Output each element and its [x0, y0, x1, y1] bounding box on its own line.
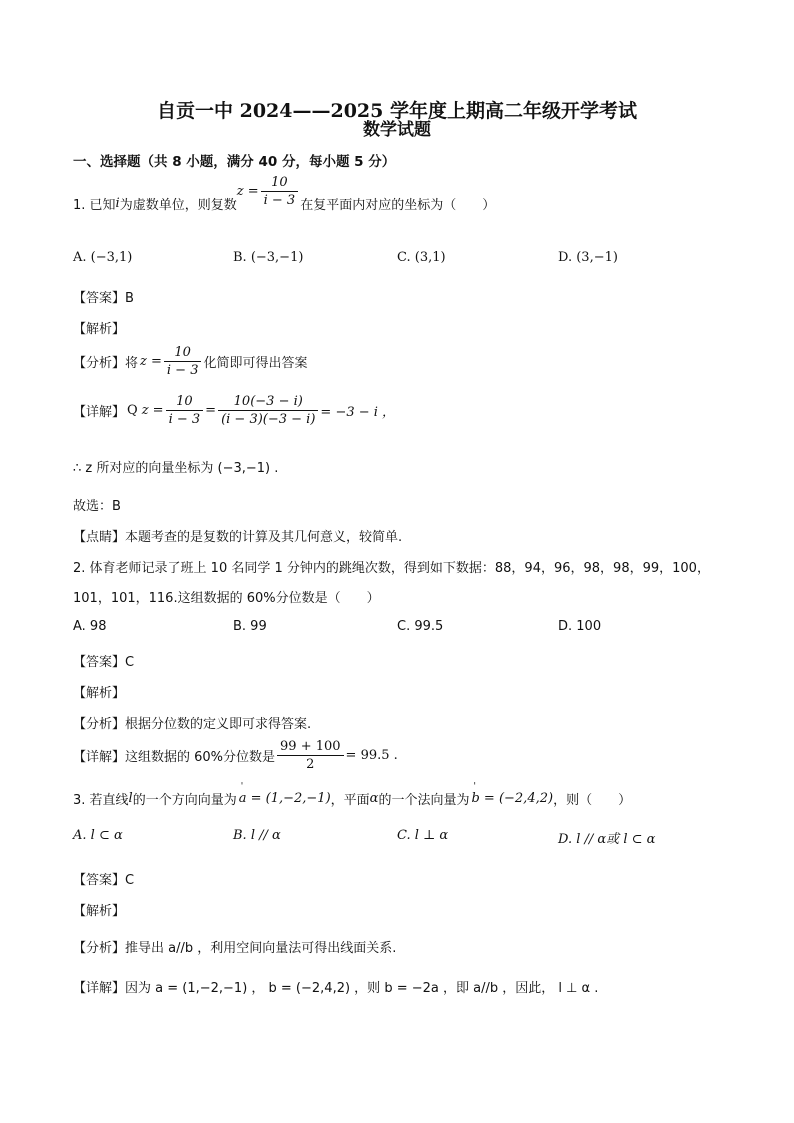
q3-line-c: ，平面 — [330, 793, 370, 808]
q3-l: l — [128, 791, 133, 806]
q2-line-2: 101，101，116.这组数据的 60%分位数是（ ） — [73, 591, 380, 606]
q1-fenxi — [73, 344, 308, 379]
q3-line-a: 3. 若直线 — [73, 793, 129, 808]
q3-alpha: α — [369, 791, 379, 806]
q1-detail-num-2: 10(−3 − i) — [218, 393, 318, 411]
q1-fraction-num: 10 — [261, 174, 299, 192]
q1-fenxi-tail: 化简即可得出答案 — [203, 356, 308, 371]
q1-option-c: C. (3,1) — [397, 250, 446, 265]
q1-z: z = — [236, 184, 259, 199]
q3-answer: 【答案】C — [73, 873, 135, 888]
q1-suffix: 在复平面内对应的坐标为（ ） — [300, 198, 496, 213]
q3-a-vector: ' a = (1,−2,−1) — [239, 791, 331, 806]
q2-option-a: A. 98 — [73, 619, 107, 634]
q2-detail-fraction — [277, 738, 344, 773]
q1-answer: 【答案】B — [73, 291, 134, 306]
q1-detail-num-1: 10 — [166, 393, 204, 411]
q3-stem — [73, 789, 631, 808]
q1-fenxi-den: i − 3 — [166, 363, 199, 378]
q3-option-b: B. l // α — [233, 828, 281, 843]
q1-detail-fraction-1 — [166, 393, 204, 428]
q1-fenxi-z: z = — [140, 354, 162, 369]
page-title: 自贡一中 2024——2025 学年度上期高二年级开学考试 — [157, 100, 637, 122]
q2-fenxi: 【分析】根据分位数的定义即可求得答案. — [73, 717, 312, 732]
q3-b-vector: ' b = (−2,4,2) — [471, 791, 553, 806]
q1-detail-fraction-2 — [218, 393, 318, 428]
q1-mid: 为虚数单位，则复数 — [119, 198, 237, 213]
q2-detail — [73, 738, 398, 773]
q3-line-b: 的一个方向向量为 — [132, 793, 237, 808]
q3-option-d: D. l // α或 l ⊂ α — [558, 832, 656, 847]
q2-detail-den: 2 — [306, 757, 315, 772]
q2-analysis: 【解析】 — [73, 686, 126, 701]
q1-fenxi-label: 【分析】将 — [73, 356, 139, 371]
q1-choose: 故选：B — [73, 499, 121, 514]
q3-line-e: ，则（ ） — [553, 793, 632, 808]
q1-detail-label: 【详解】 — [73, 405, 126, 420]
q2-option-c: C. 99.5 — [397, 619, 444, 634]
q1-fenxi-num: 10 — [164, 344, 202, 362]
q1-detail-q: Q — [127, 403, 138, 418]
q1-detail-z: z = — [141, 403, 164, 418]
q3-analysis: 【解析】 — [73, 904, 126, 919]
q1-prefix: 1. 已知 — [73, 198, 116, 213]
q1-analysis: 【解析】 — [73, 322, 126, 337]
question-1 — [73, 175, 496, 221]
q3-line-d: 的一个法向量为 — [378, 793, 470, 808]
q2-line-1: 2. 体育老师记录了班上 10 名同学 1 分钟内的跳绳次数，得到如下数据：88，94，96，98，98，99，100， — [73, 561, 710, 576]
q1-fraction-den: i − 3 — [263, 193, 296, 208]
q1-option-d: D. (3,−1) — [558, 250, 618, 265]
q2-answer: 【答案】C — [73, 655, 135, 670]
q3-detail: 【详解】因为 a = (1,−2,−1) ， b = (−2,4,2) ，则 b = −2a ，即 a//b ，因此， l ⊥ α . — [73, 981, 599, 996]
q2-option-b: B. 99 — [233, 619, 267, 634]
q1-detail-eq: = — [205, 403, 217, 418]
q3-option-a: A. l ⊂ α — [73, 828, 123, 843]
q1-therefore: ∴ z 所对应的向量坐标为 (−3,−1) . — [73, 461, 279, 476]
q1-comment: 【点睛】本题考查的是复数的计算及其几何意义，较简单. — [73, 530, 403, 545]
q1-option-a: A. (−3,1) — [73, 250, 133, 265]
q1-detail — [73, 393, 395, 428]
q1-i: i — [115, 196, 120, 211]
q1-fenxi-fraction — [164, 344, 202, 379]
q2-option-d: D. 100 — [558, 619, 602, 634]
q1-detail-den-1: i − 3 — [168, 412, 201, 427]
q1-option-b: B. (−3,−1) — [233, 250, 304, 265]
q1-fraction — [261, 174, 299, 209]
page-subtitle: 数学试题 — [363, 120, 431, 140]
q1-detail-den-2: (i − 3)(−3 − i) — [221, 412, 316, 427]
q1-detail-tail: = −3 − i ， — [320, 405, 396, 420]
section-heading: 一、选择题（共 8 小题，满分 40 分，每小题 5 分） — [73, 154, 396, 170]
q3-option-c: C. l ⊥ α — [397, 828, 449, 843]
q3-fenxi: 【分析】推导出 a//b ，利用空间向量法可得出线面关系. — [73, 941, 397, 956]
q2-detail-label: 【详解】这组数据的 60%分位数是 — [73, 750, 276, 765]
q2-detail-tail: = 99.5 . — [345, 748, 398, 763]
q2-detail-num: 99 + 100 — [277, 738, 344, 756]
